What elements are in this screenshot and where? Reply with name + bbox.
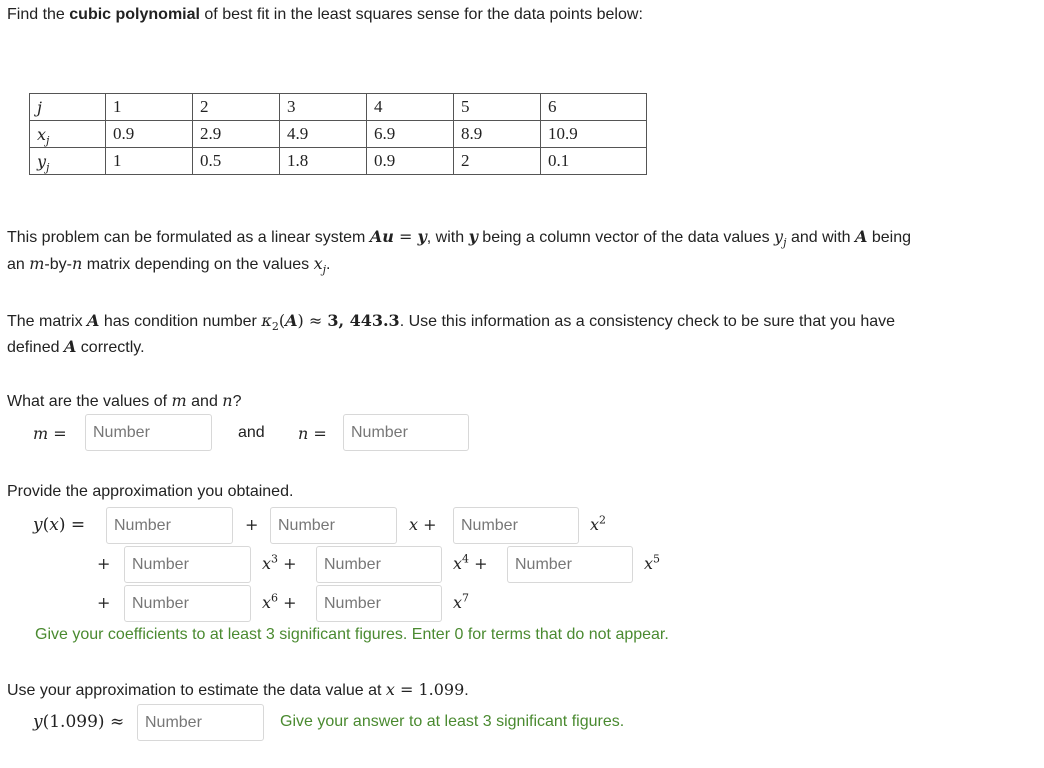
estimate-hint: Give your answer to at least 3 significant figures. bbox=[280, 713, 625, 730]
table-cell: 6 bbox=[541, 94, 647, 121]
plus-sign: + bbox=[97, 554, 111, 573]
y-of-x-label: y(x) = bbox=[33, 515, 86, 535]
coefficient-6-input[interactable] bbox=[124, 585, 251, 622]
coefficient-3-input[interactable] bbox=[124, 546, 251, 583]
row-label: j bbox=[30, 94, 106, 121]
table-cell: 6.9 bbox=[367, 121, 454, 148]
row-label: $x_j$ bbox=[30, 121, 106, 148]
x6-term: $x^6$ + bbox=[262, 591, 297, 612]
x-plus-term: x + bbox=[409, 515, 437, 534]
condition-line-1: The matrix A has condition number $\kappa_2(A) \approx 3$, 443.3. Use this information as a consistency check to be sure that you have bbox=[7, 311, 896, 334]
table-row bbox=[30, 121, 647, 148]
table-cell: 0.5 bbox=[193, 148, 280, 175]
table-row bbox=[30, 94, 647, 121]
plus-sign: + bbox=[245, 515, 259, 534]
coefficient-1-input[interactable] bbox=[270, 507, 397, 544]
x7-term: $x^7$ bbox=[453, 591, 470, 612]
y-estimate-label: y(1.099) ≈ bbox=[33, 712, 125, 732]
table-cell: 10.9 bbox=[541, 121, 647, 148]
data-table bbox=[29, 93, 647, 175]
table-cell: 0.9 bbox=[367, 148, 454, 175]
table-cell: 0.9 bbox=[106, 121, 193, 148]
row-label: $y_j$ bbox=[30, 148, 106, 175]
x3-term: $x^3$ + bbox=[262, 552, 297, 573]
table-cell: 4.9 bbox=[280, 121, 367, 148]
plus-sign: + bbox=[97, 593, 111, 612]
approximation-prompt: Provide the approximation you obtained. bbox=[7, 483, 294, 500]
mn-question: What are the values of m and n? bbox=[7, 391, 242, 410]
formulation-line-2: an m-by-n matrix depending on the values $x_j$. bbox=[7, 254, 331, 277]
x2-term: $x^2$ bbox=[590, 513, 607, 534]
x4-term: $x^4$ + bbox=[453, 552, 488, 573]
condition-line-2: defined A correctly. bbox=[7, 337, 145, 356]
m-label: m = bbox=[33, 424, 67, 443]
table-cell: 4 bbox=[367, 94, 454, 121]
table-cell: 5 bbox=[454, 94, 541, 121]
formulation-line-1: This problem can be formulated as a linear system Au = y, with y being a column vector of the data values $y_j$ and with A being bbox=[7, 227, 912, 250]
coefficient-2-input[interactable] bbox=[453, 507, 579, 544]
table-cell: 1 bbox=[106, 94, 193, 121]
table-cell: 2.9 bbox=[193, 121, 280, 148]
table-cell: 8.9 bbox=[454, 121, 541, 148]
coefficient-5-input[interactable] bbox=[507, 546, 633, 583]
table-cell: 2 bbox=[193, 94, 280, 121]
coefficient-4-input[interactable] bbox=[316, 546, 442, 583]
table-cell: 0.1 bbox=[541, 148, 647, 175]
intro-suffix: of best fit in the least squares sense for the data points below: bbox=[199, 6, 643, 23]
table-cell: 3 bbox=[280, 94, 367, 121]
estimate-prompt: Use your approximation to estimate the data value at x = 1.099. bbox=[7, 680, 469, 699]
coefficient-0-input[interactable] bbox=[106, 507, 233, 544]
table-cell: 1.8 bbox=[280, 148, 367, 175]
intro-prefix: Find the bbox=[7, 6, 70, 23]
n-label: n = bbox=[298, 424, 327, 443]
table-cell: 1 bbox=[106, 148, 193, 175]
coefficients-hint: Give your coefficients to at least 3 significant figures. Enter 0 for terms that do not appear. bbox=[35, 626, 669, 643]
n-input[interactable] bbox=[343, 414, 469, 451]
table-row bbox=[30, 148, 647, 175]
and-label: and bbox=[238, 424, 265, 441]
intro-bold: cubic polynomial bbox=[69, 6, 200, 23]
m-input[interactable] bbox=[85, 414, 212, 451]
intro-text bbox=[7, 6, 643, 24]
coefficient-7-input[interactable] bbox=[316, 585, 442, 622]
table-cell: 2 bbox=[454, 148, 541, 175]
estimate-input[interactable] bbox=[137, 704, 264, 741]
x5-term: $x^5$ bbox=[644, 552, 661, 573]
